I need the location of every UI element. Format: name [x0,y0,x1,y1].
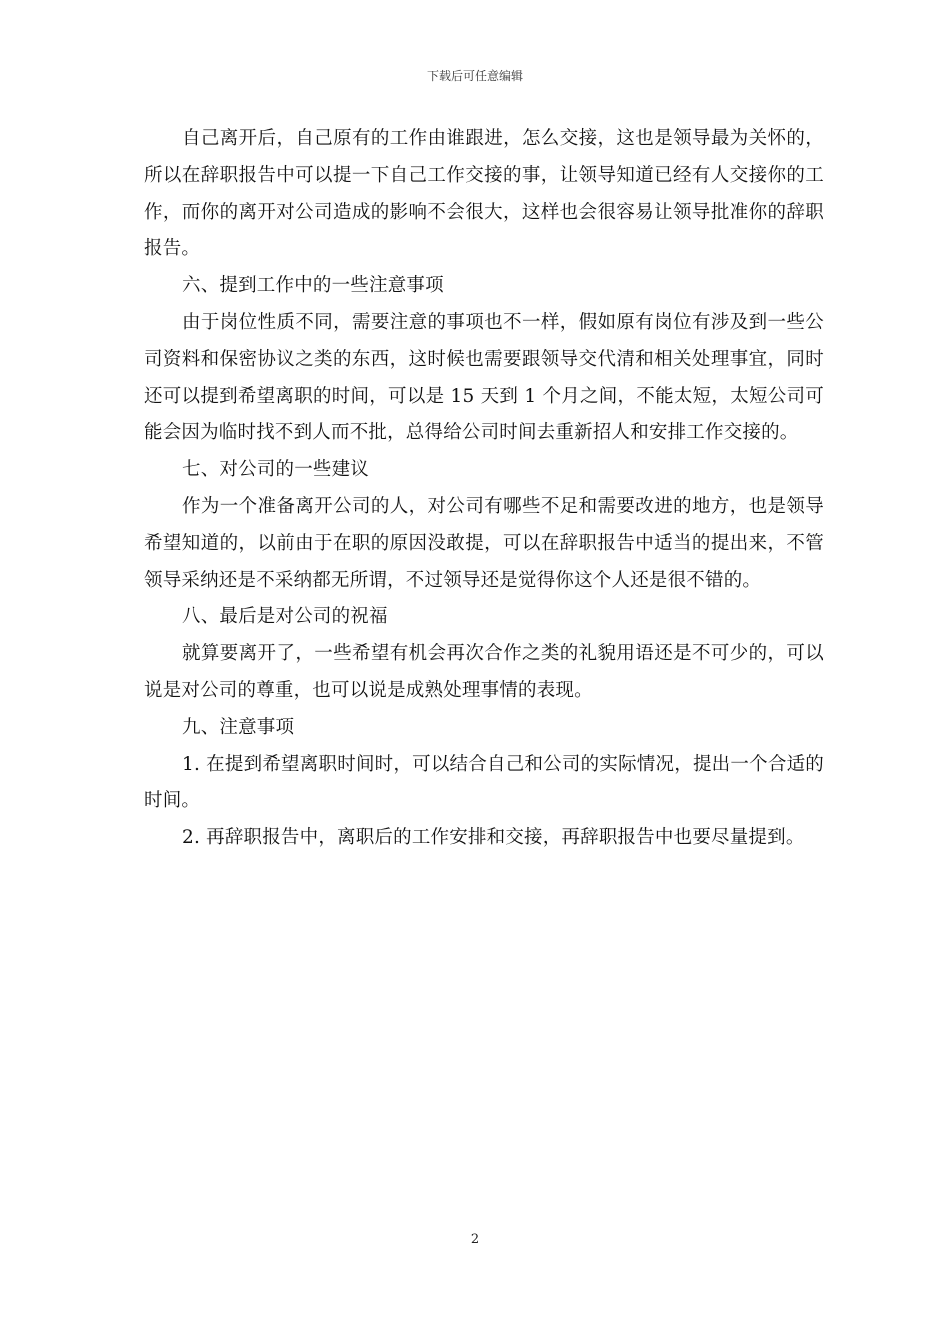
note-item-1: 1. 在提到希望离职时间时，可以结合自己和公司的实际情况，提出一个合适的时间。 [144,753,824,812]
paragraph-work-notes: 由于岗位性质不同，需要注意的事项也不一样，假如原有岗位有涉及到一些公司资料和保密协议之类的东西，这时候也需要跟领导交代清和相关处理事宜，同时还可以提到希望离职的时间，可以是 15 天到 1 个月之间，不能太短，太短公司可能会因为临时找不到人而不批，总得给公司时间去重新招人和安排工作交接的。 [144,311,824,444]
paragraph-blessing: 就算要离开了，一些希望有机会再次合作之类的礼貌用语还是不可少的，可以说是对公司的尊重，也可以说是成熟处理事情的表现。 [144,643,824,701]
paragraph-handover: 自己离开后，自己原有的工作由谁跟进，怎么交接，这也是领导最为关怀的，所以在辞职报告中可以提一下自己工作交接的事，让领导知道已经有人交接你的工作，而你的离开对公司造成的影响不会很大，这样也会很容易让领导批准你的辞职报告。 [144,128,824,260]
page-header: 下载后可任意编辑 [426,69,523,83]
note-item-2: 2. 再辞职报告中，离职后的工作安排和交接，再辞职报告中也要尽量提到。 [182,827,805,849]
section-heading-7: 七、对公司的一些建议 [182,459,370,481]
section-heading-6: 六、提到工作中的一些注意事项 [182,275,444,297]
paragraph-suggestions: 作为一个准备离开公司的人，对公司有哪些不足和需要改进的地方，也是领导希望知道的，以前由于在职的原因没敢提，可以在辞职报告中适当的提出来，不管领导采纳还是不采纳都无所谓，不过领导还是觉得你这个人还是很不错的。 [144,495,824,591]
document-body [144,121,824,857]
section-heading-9: 九、注意事项 [182,716,295,738]
section-heading-8: 八、最后是对公司的祝福 [182,606,388,628]
page-number: 2 [470,1232,480,1247]
